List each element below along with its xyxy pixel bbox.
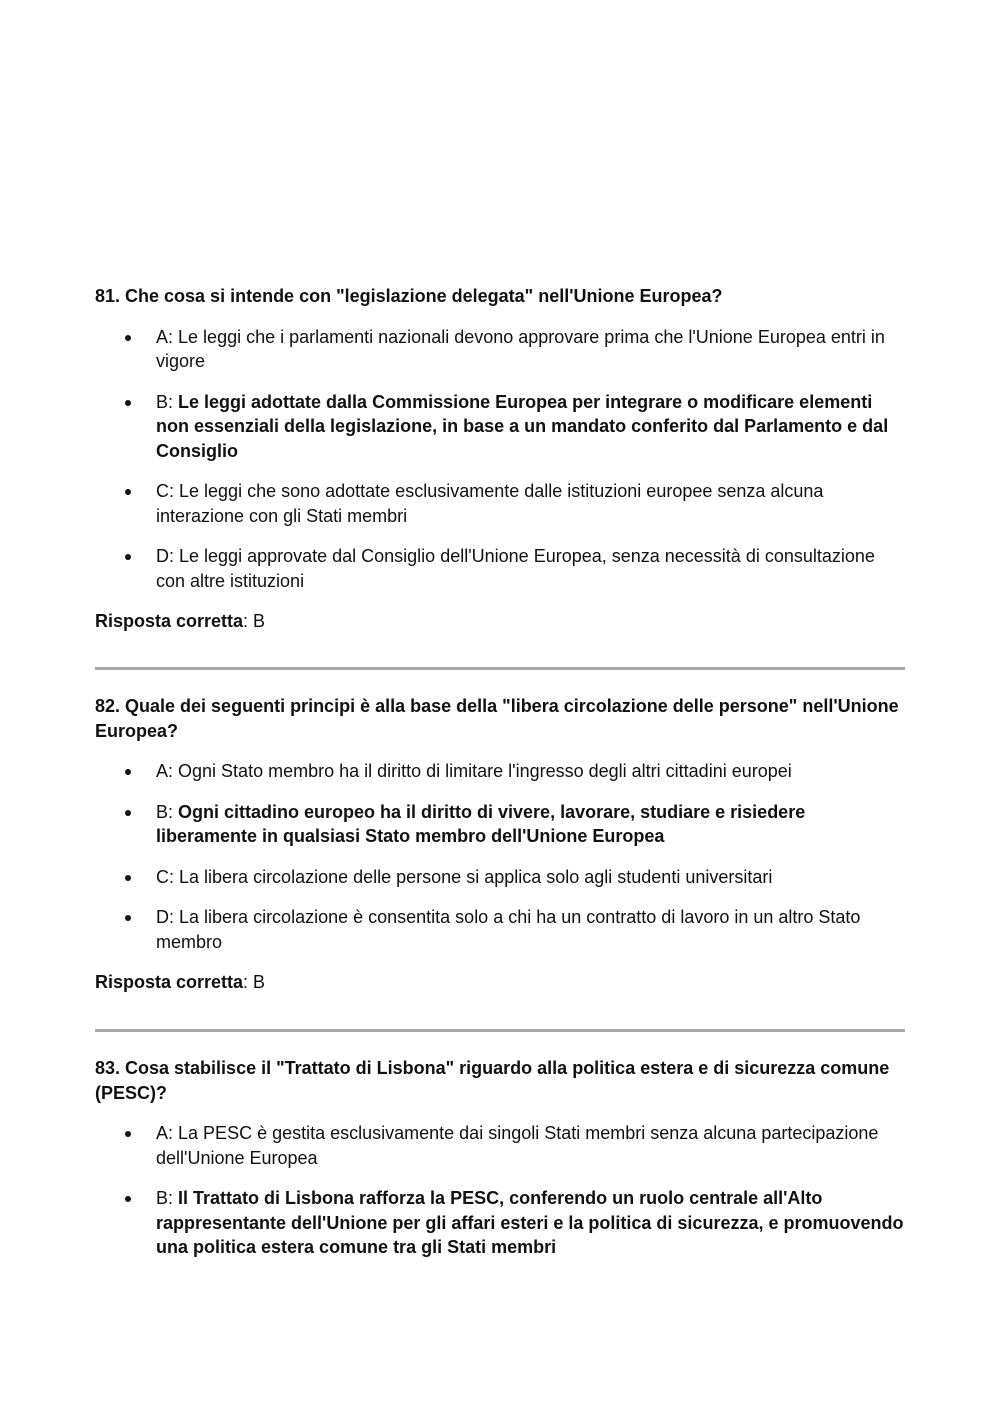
option-a (95, 759, 905, 784)
answer-label: Risposta corretta (95, 972, 244, 992)
bullet-icon (125, 489, 131, 495)
option-text: La libera circolazione è consentita solo a chi ha un contratto di lavoro in un altro Stato membro (156, 907, 861, 952)
correct-answer (95, 970, 905, 995)
option-b (95, 800, 905, 849)
answer-value: : B (243, 972, 266, 992)
option-label: A: (156, 1123, 174, 1143)
question-title: 82. Quale dei seguenti principi è alla base della "libera circolazione delle persone" nell'Unione Europea? (95, 696, 899, 741)
option-label: C: (156, 866, 174, 887)
question-83 (95, 1056, 905, 1260)
option-label: B: (156, 391, 174, 412)
question-title: 81. Che cosa si intende con "legislazione delegata" nell'Unione Europea? (95, 286, 723, 306)
option-c (95, 479, 905, 528)
bullet-icon (125, 769, 131, 775)
options-list (95, 1121, 905, 1260)
option-text: La libera circolazione delle persone si applica solo agli studenti universitari (179, 866, 773, 887)
bullet-icon (125, 1196, 131, 1202)
option-b (95, 390, 905, 464)
option-d (95, 544, 905, 593)
option-text: Le leggi che i parlamenti nazionali devono approvare prima che l'Unione Europea entri in vigore (156, 326, 885, 371)
option-text-correct: Il Trattato di Lisbona rafforza la PESC, conferendo un ruolo centrale all'Alto rappresentante dell'Unione per gli affari esteri e la politica di sicurezza, e promuovendo una politica estera comune tra gli Stati membri (156, 1188, 904, 1257)
option-label: A: (156, 761, 174, 781)
option-text: La PESC è gestita esclusivamente dai singoli Stati membri senza alcuna partecipazione dell'Unione Europea (156, 1123, 879, 1168)
option-a (95, 325, 905, 374)
question-81 (95, 284, 905, 634)
correct-answer (95, 609, 905, 634)
option-a (95, 1121, 905, 1170)
option-text: Le leggi approvate dal Consiglio dell'Unione Europea, senza necessità di consultazione con altre istituzioni (156, 546, 875, 591)
question-title: 83. Cosa stabilisce il "Trattato di Lisbona" riguardo alla politica estera e di sicurezza comune (PESC)? (95, 1058, 890, 1103)
answer-value: : B (243, 611, 266, 631)
question-82 (95, 694, 905, 995)
options-list (95, 759, 905, 954)
option-label: D: (156, 546, 174, 566)
option-text-correct: Le leggi adottate dalla Commissione Europea per integrare o modificare elementi non essenziali della legislazione, in base a un mandato conferito dal Parlamento e dal Consiglio (156, 391, 889, 461)
option-label: C: (156, 481, 174, 501)
bullet-icon (125, 335, 131, 341)
bullet-icon (125, 875, 131, 881)
option-label: B: (156, 801, 174, 822)
option-label: D: (156, 907, 174, 927)
options-list (95, 325, 905, 594)
separator (95, 1029, 905, 1032)
option-label: A: (156, 326, 174, 347)
separator (95, 667, 905, 670)
option-label: B: (156, 1188, 174, 1208)
option-c (95, 865, 905, 890)
option-d (95, 905, 905, 954)
bullet-icon (125, 1131, 131, 1137)
option-b (95, 1186, 905, 1260)
option-text: Le leggi che sono adottate esclusivamente dalle istituzioni europee senza alcuna interazione con gli Stati membri (156, 481, 824, 526)
bullet-icon (125, 554, 131, 560)
answer-label: Risposta corretta (95, 611, 244, 631)
bullet-icon (125, 915, 131, 921)
option-text: Ogni Stato membro ha il diritto di limitare l'ingresso degli altri cittadini europei (178, 761, 792, 781)
bullet-icon (125, 810, 131, 816)
option-text-correct: Ogni cittadino europeo ha il diritto di vivere, lavorare, studiare e risiedere liberamente in qualsiasi Stato membro dell'Unione Europea (156, 801, 806, 846)
bullet-icon (125, 400, 131, 406)
